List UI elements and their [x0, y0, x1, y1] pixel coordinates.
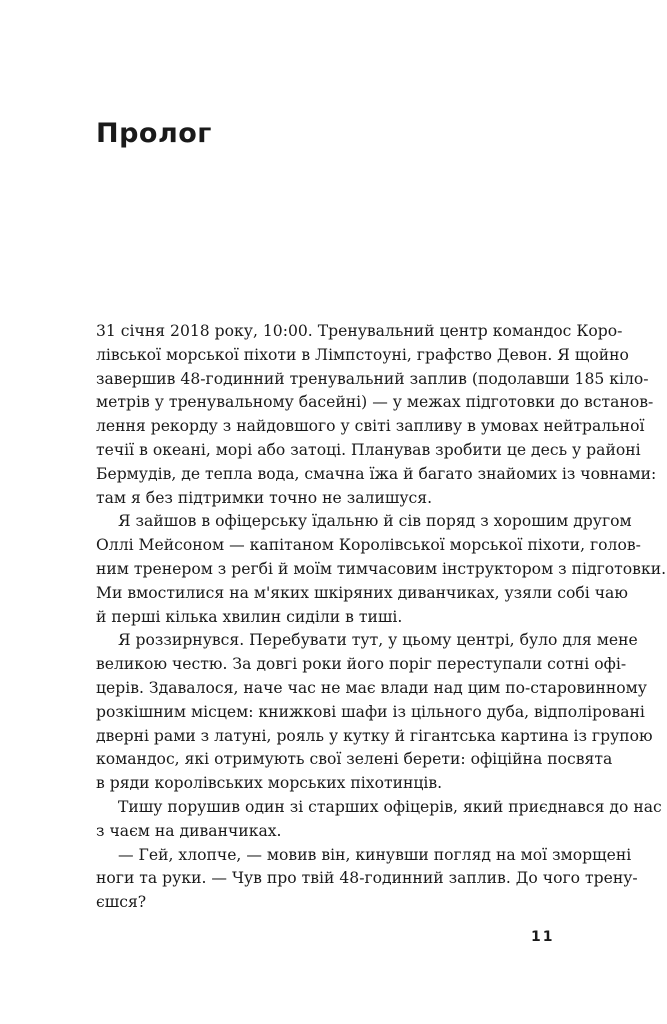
text-line: ним тренером з регбі й моїм тимчасовим інструктором з підготовки.	[96, 559, 667, 578]
body-text	[96, 320, 667, 915]
text-line: й перші кілька хвилин сиділи в тиші.	[96, 607, 403, 626]
text-line: єшся?	[96, 893, 147, 912]
text-line: ноги та руки. — Чув про твій 48-годинний заплив. До чого трену-	[96, 869, 638, 888]
text-line: лівської морської піхоти в Лімпстоуні, графство Девон. Я щойно	[96, 345, 629, 364]
text-line: метрів у тренувальному басейні) — у межах підготовки до встанов-	[96, 393, 654, 412]
text-line: дверні рами з латуні, рояль у кутку й гігантська картина із групою	[96, 726, 653, 745]
text-line: Я зайшов в офіцерську їдальню й сів поряд з хорошим другом	[118, 512, 632, 531]
text-line: з чаєм на диванчиках.	[96, 821, 282, 840]
text-line: командос, які отримують свої зелені берети: офіційна посвята	[96, 750, 613, 769]
chapter-title: Пролог	[96, 118, 212, 149]
page-number: 11	[531, 929, 555, 945]
text-line: Тишу порушив один зі старших офіцерів, який приєднався до нас	[118, 797, 662, 816]
text-line: — Гей, хлопче, — мовив він, кинувши погляд на мої зморщені	[118, 845, 632, 864]
text-line: течії в океані, морі або затоці. Планував зробити це десь у районі	[96, 440, 641, 459]
text-line: завершив 48-годинний тренувальний заплив (подолавши 185 кіло-	[96, 369, 649, 388]
text-line: великою честю. За довгі роки його поріг переступали сотні офі-	[96, 655, 627, 674]
text-line: Бермудів, де тепла вода, смачна їжа й багато знайомих із човнами:	[96, 464, 657, 483]
text-line: Ми вмостилися на м'яких шкіряних диванчиках, узяли собі чаю	[96, 583, 628, 602]
text-line: лення рекорду з найдовшого у світі запливу в умовах нейтральної	[96, 417, 645, 436]
text-line: церів. Здавалося, наче час не має влади над цим по-старовинному	[96, 678, 647, 697]
text-line: Я роззирнувся. Перебувати тут, у цьому центрі, було для мене	[118, 631, 638, 650]
text-line: Оллі Мейсоном — капітаном Королівської морської піхоти, голов-	[96, 536, 641, 555]
text-line: там я без підтримки точно не залишуся.	[96, 488, 433, 507]
text-line: розкішним місцем: книжкові шафи із цільного дуба, відполіровані	[96, 702, 645, 721]
text-line: 31 січня 2018 року, 10:00. Тренувальний центр командос Коро-	[96, 322, 623, 340]
text-line: в ряди королівських морських піхотинців.	[96, 774, 443, 793]
